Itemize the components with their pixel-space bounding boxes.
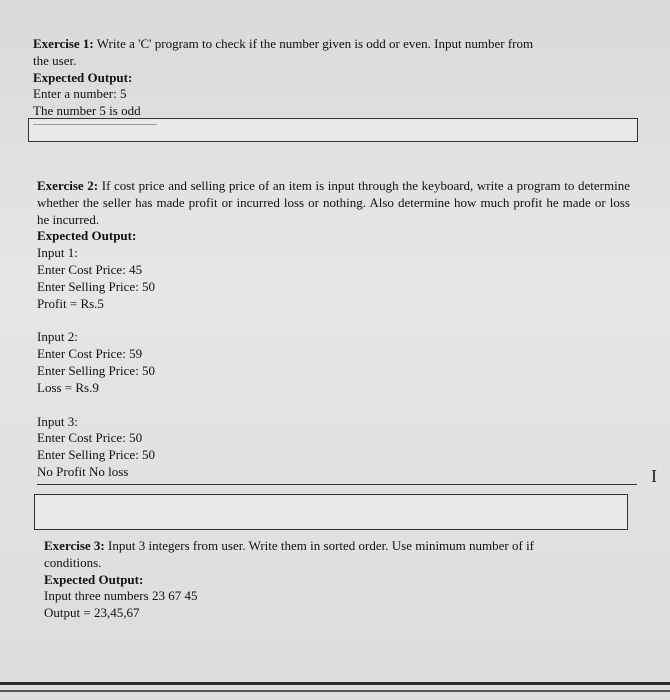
selling-price-line: Enter Selling Price: 50: [37, 362, 156, 378]
text-cursor-icon: I: [651, 466, 657, 486]
cost-price-line: Enter Cost Price: 59: [37, 346, 143, 362]
result-line: No Profit No loss: [37, 463, 129, 479]
exercise-2-input-block: [37, 245, 630, 312]
exercise-3-prompt-line1: Input 3 integers from user. Write them in sorted order. Use minimum number of if: [108, 538, 535, 553]
exercise-1-output-line: Enter a number: 5: [33, 86, 127, 102]
exercise-3-prompt: [44, 538, 630, 555]
exercise-3-expected-label: Expected Output:: [44, 571, 144, 587]
exercise-2-answer-box[interactable]: [34, 494, 628, 530]
exercise-1-output-line: The number 5 is odd: [33, 103, 141, 119]
exercise-3: [44, 538, 630, 622]
exercise-3-output-line: Output = 23,45,67: [44, 605, 140, 621]
selling-price-line: Enter Selling Price: 50: [37, 278, 156, 294]
exercise-1: [33, 36, 643, 120]
result-line: Profit = Rs.5: [37, 295, 104, 311]
exercise-2-heading: Exercise 2:: [37, 178, 99, 193]
exercise-1-expected-label: Expected Output:: [33, 69, 133, 85]
cost-price-line: Enter Cost Price: 50: [37, 430, 143, 446]
exercise-2-underline: [37, 484, 637, 485]
result-line: Loss = Rs.9: [37, 379, 99, 395]
exercise-3-heading: Exercise 3:: [44, 538, 105, 553]
exercise-2-expected-label: Expected Output:: [37, 228, 137, 244]
exercise-3-prompt-line2: conditions.: [44, 554, 102, 570]
bottom-border-line: [0, 690, 670, 692]
exercise-1-heading: Exercise 1:: [33, 36, 94, 51]
exercise-1-prompt: [33, 36, 643, 53]
exercise-1-prompt-line2: the user.: [33, 52, 77, 68]
exercise-2-prompt: [37, 178, 630, 228]
input-title: Input 2:: [37, 329, 78, 345]
exercise-2-input-block: [37, 329, 630, 396]
exercise-2: [37, 178, 630, 481]
bottom-border-line: [0, 682, 670, 685]
cost-price-line: Enter Cost Price: 45: [37, 261, 143, 277]
input-title: Input 1:: [37, 245, 78, 261]
exercise-2-prompt-text: If cost price and selling price of an item is input through the keyboard, write a program to determine whether the seller has made profit or incurred loss or nothing. Also determine how much profit he made or loss he incurred.: [37, 178, 630, 227]
input-title: Input 3:: [37, 413, 78, 429]
exercise-1-answer-box[interactable]: [28, 118, 638, 142]
selling-price-line: Enter Selling Price: 50: [37, 447, 156, 463]
exercise-1-prompt-line1: Write a 'C' program to check if the number given is odd or even. Input number from: [96, 36, 534, 51]
exercise-3-output-line: Input three numbers 23 67 45: [44, 588, 198, 604]
exercise-2-input-block: [37, 414, 630, 481]
